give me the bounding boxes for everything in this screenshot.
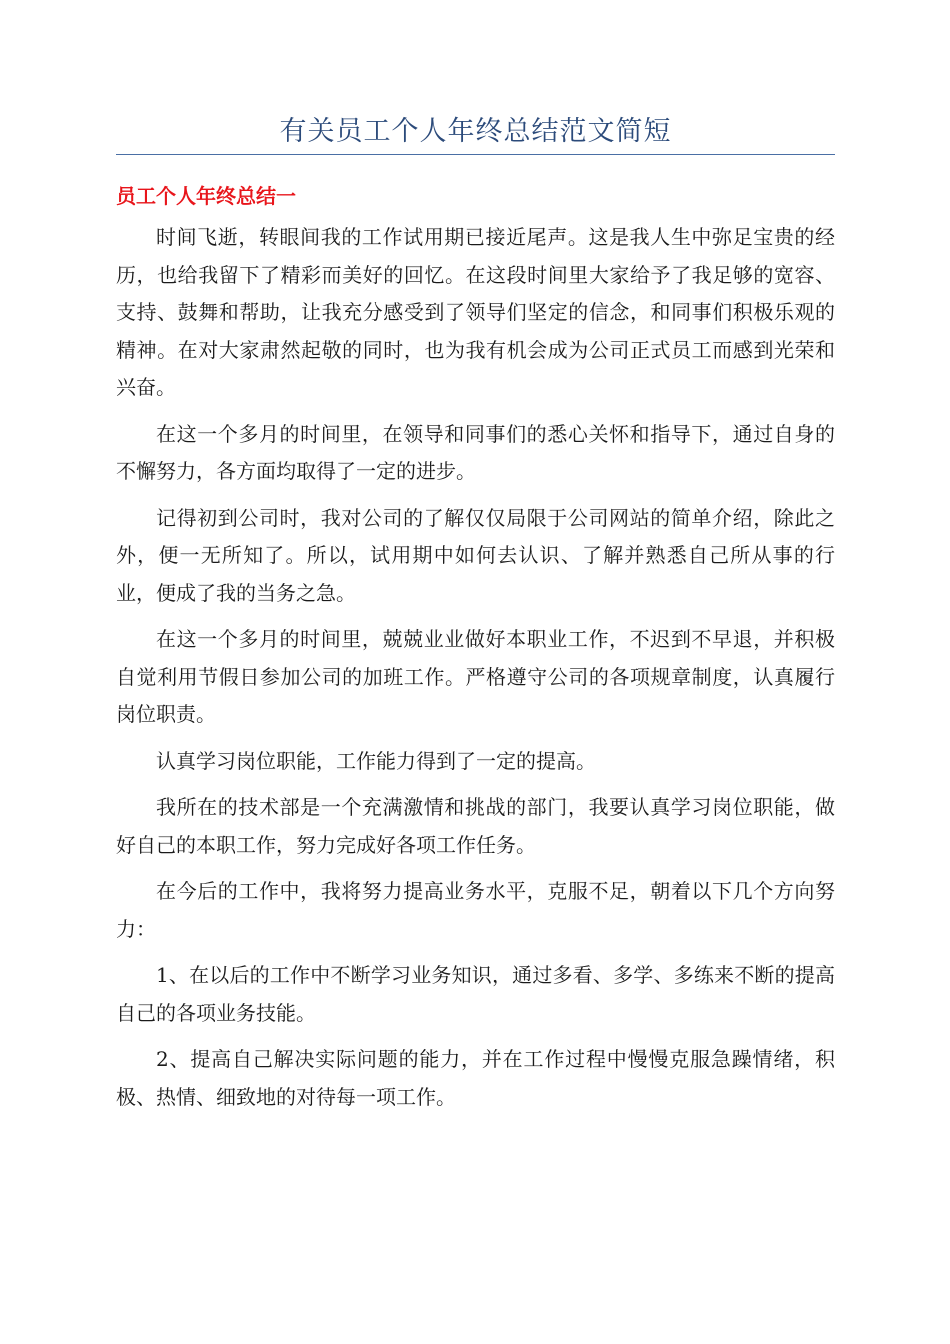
paragraph-5: 认真学习岗位职能，工作能力得到了一定的提高。 xyxy=(156,748,596,773)
paragraph-8: 1、在以后的工作中不断学习业务知识，通过多看、多学、多练来不断的提高自己的各项业务技能。 xyxy=(116,963,835,1025)
document-title: 有关员工个人年终总结范文简短 xyxy=(116,112,835,155)
paragraph-6: 我所在的技术部是一个充满激情和挑战的部门，我要认真学习岗位职能，做好自己的本职工作，努力完成好各项工作任务。 xyxy=(116,795,835,857)
paragraph-3: 记得初到公司时，我对公司的了解仅仅局限于公司网站的简单介绍，除此之外，便一无所知了。所以，试用期中如何去认识、了解并熟悉自己所从事的行业，便成了我的当务之急。 xyxy=(116,505,835,605)
paragraph-9: 2、提高自己解决实际问题的能力，并在工作过程中慢慢克服急躁情绪，积极、热情、细致地的对待每一项工作。 xyxy=(116,1047,835,1109)
paragraph-7: 在今后的工作中，我将努力提高业务水平，克服不足，朝着以下几个方向努力： xyxy=(116,879,835,941)
document-page xyxy=(116,112,835,1116)
section-heading: 员工个人年终总结一 xyxy=(116,184,296,208)
paragraph-2: 在这一个多月的时间里，在领导和同事们的悉心关怀和指导下，通过自身的不懈努力，各方面均取得了一定的进步。 xyxy=(116,421,835,483)
paragraph-4: 在这一个多月的时间里，兢兢业业做好本职业工作，不迟到不早退，并积极自觉利用节假日参加公司的加班工作。严格遵守公司的各项规章制度，认真履行岗位职责。 xyxy=(116,627,835,726)
paragraph-1: 时间飞逝，转眼间我的工作试用期已接近尾声。这是我人生中弥足宝贵的经历，也给我留下了精彩而美好的回忆。在这段时间里大家给予了我足够的宽容、支持、鼓舞和帮助，让我充分感受到了领导们坚定的信念，和同事们积极乐观的精神。在对大家肃然起敬的同时，也为我有机会成为公司正式员工而感到光荣和兴奋。 xyxy=(116,225,835,399)
